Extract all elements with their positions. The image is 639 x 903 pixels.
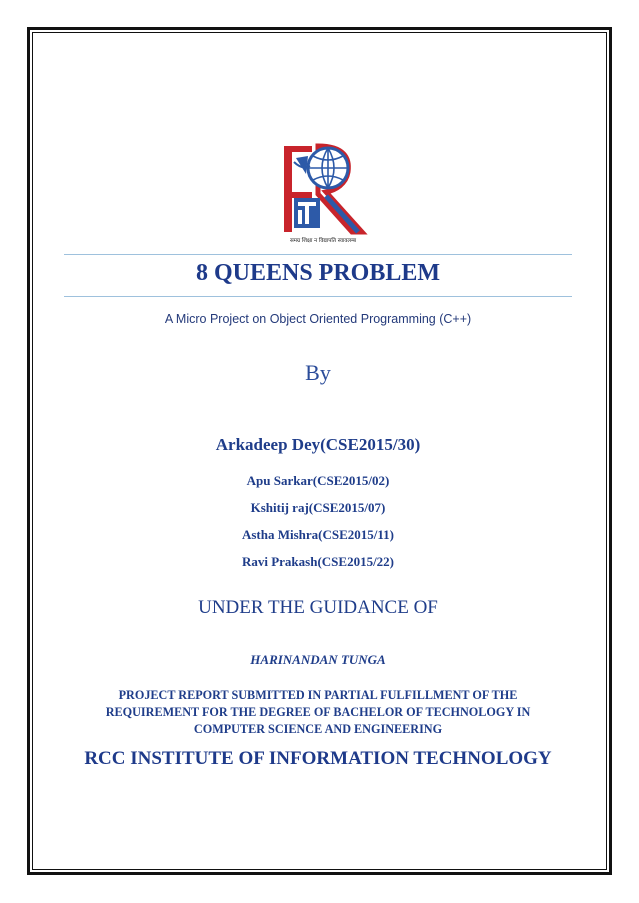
document-title: 8 QUEENS PROBLEM bbox=[195, 260, 441, 286]
guidance-label: UNDER THE GUIDANCE OF bbox=[198, 597, 438, 618]
title-rule-top bbox=[64, 254, 572, 255]
document-subtitle: A Micro Project on Object Oriented Programming (C++) bbox=[164, 312, 472, 326]
team-member: Apu Sarkar(CSE2015/02) bbox=[246, 473, 390, 488]
rcciit-logo bbox=[278, 140, 368, 245]
institute-name: RCC INSTITUTE OF INFORMATION TECHNOLOGY bbox=[84, 748, 552, 769]
logo-motto: समग्र शिक्षा न विद्यापति स्वावलम्ब bbox=[289, 238, 357, 244]
title-rule-bottom bbox=[64, 296, 572, 297]
team-member: Kshitij raj(CSE2015/07) bbox=[250, 500, 386, 515]
report-line: REQUIREMENT FOR THE DEGREE OF BACHELOR OF TECHNOLOGY IN bbox=[105, 705, 531, 719]
report-line: COMPUTER SCIENCE AND ENGINEERING bbox=[193, 722, 443, 736]
team-member: Ravi Prakash(CSE2015/22) bbox=[241, 554, 395, 569]
report-line: PROJECT REPORT SUBMITTED IN PARTIAL FULFILLMENT OF THE bbox=[118, 688, 518, 702]
report-statement bbox=[64, 687, 572, 738]
team-member: Astha Mishra(CSE2015/11) bbox=[241, 527, 395, 542]
guide-name: HARINANDAN TUNGA bbox=[250, 652, 386, 667]
lead-author: Arkadeep Dey(CSE2015/30) bbox=[215, 435, 421, 454]
by-label: By bbox=[305, 360, 331, 385]
